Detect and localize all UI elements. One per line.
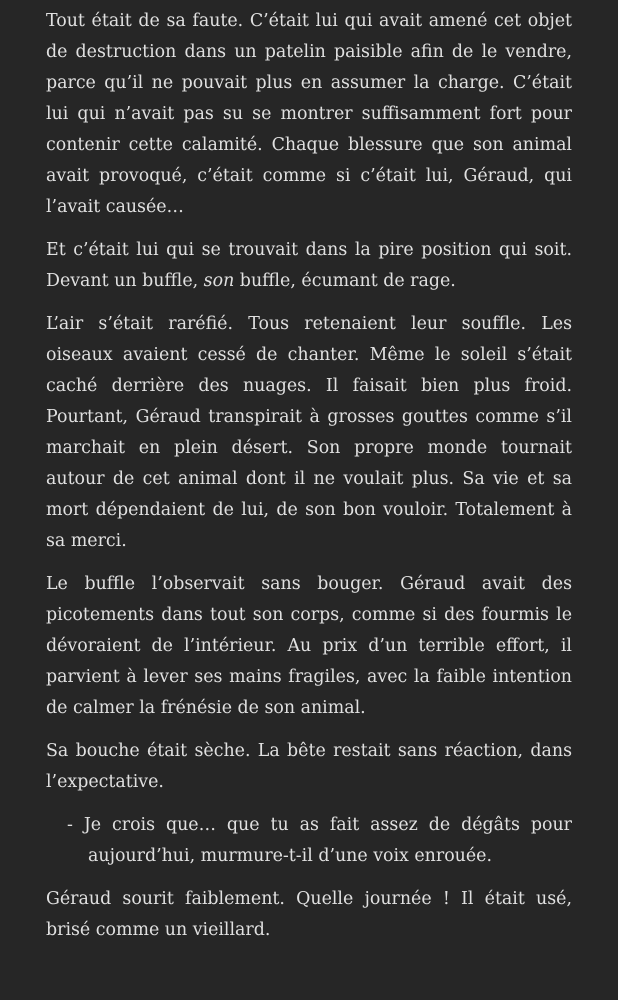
paragraph-2-text-before: Et c’était lui qui se trouvait dans la pire position qui soit. Devant un buffle, [46,240,572,291]
paragraph-2 [46,235,572,297]
paragraph-5: Sa bouche était sèche. La bête restait sans réaction, dans l’expectative. [46,741,572,792]
paragraph-4: Le buffle l’observait sans bouger. Géraud avait des picotements dans tout son corps, comme si des fourmis le dévoraient de l’intérieur. Au prix d’un terrible effort, il parvient à lever ses mains fragiles, avec la faible intention de calmer la frénésie de son animal. [46,574,572,718]
paragraph-2-emphasis: son [203,271,235,291]
paragraph-7: Géraud sourit faiblement. Quelle journée ! Il était usé, brisé comme un vieillard. [46,889,572,940]
paragraph-1: Tout était de sa faute. C’était lui qui avait amené cet objet de destruction dans un patelin paisible afin de le vendre, parce qu’il ne pouvait plus en assumer la charge. C’était lui qui n’avait pas su se montrer suffisamment fort pour contenir cette calamité. Chaque blessure que son animal avait provoqué, c’était comme si c’était lui, Géraud, qui l’avait causée… [46,11,572,217]
paragraph-2-text-after: buffle, écumant de rage. [234,271,456,291]
paragraph-3: L’air s’était raréfié. Tous retenaient leur souffle. Les oiseaux avaient cessé de chanter. Même le soleil s’était caché derrière des nuages. Il faisait bien plus froid. Pourtant, Géraud transpirait à grosses gouttes comme s’il marchait en plein désert. Son propre monde tournait autour de cet animal dont il ne voulait plus. Sa vie et sa mort dépendaient de lui, de son bon vouloir. Totalement à sa merci. [46,314,572,551]
dialogue-line: - Je crois que… que tu as fait assez de dégâts pour aujourd’hui, murmure-t-il d’une voix enrouée. [67,815,572,866]
